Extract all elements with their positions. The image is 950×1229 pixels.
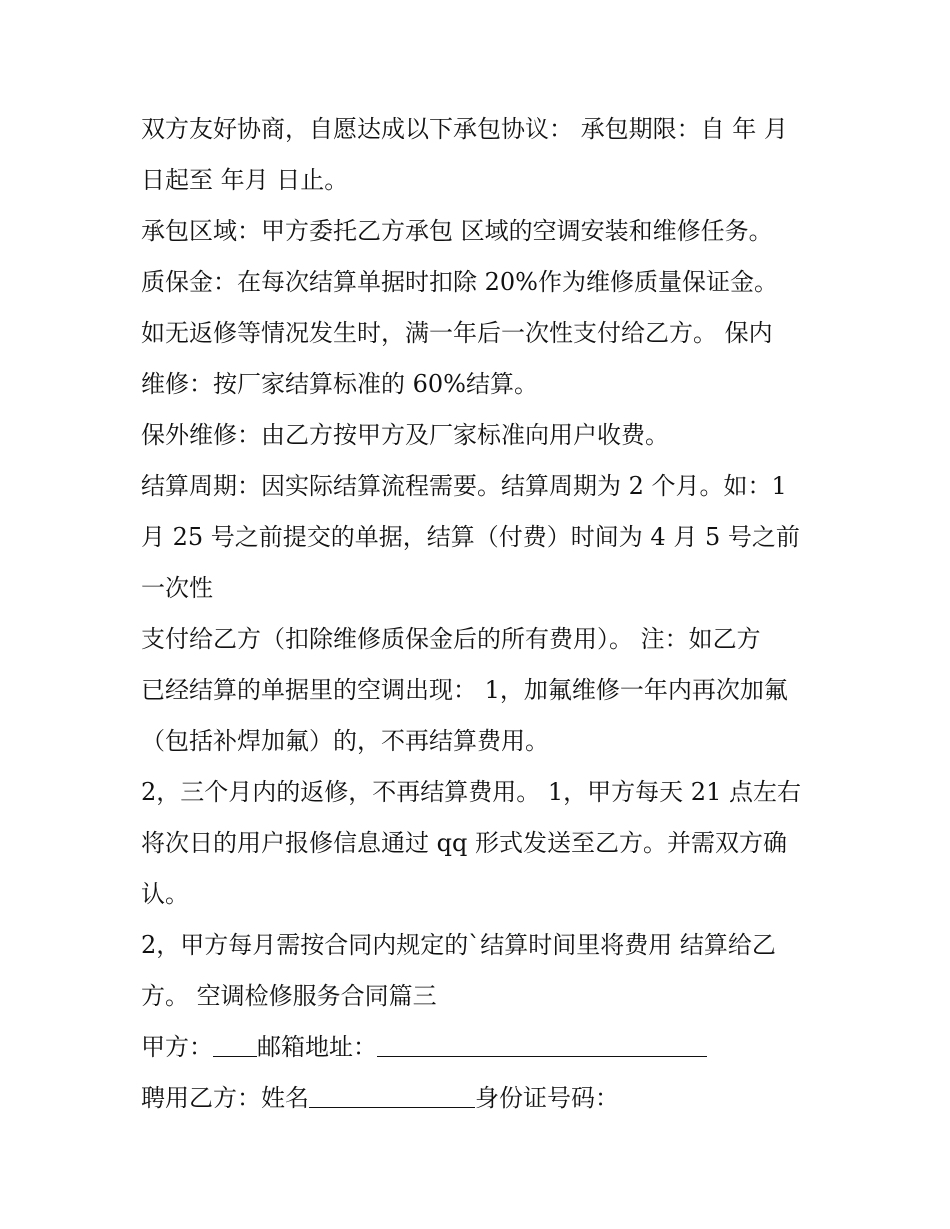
form-line-party-b: [141, 1073, 821, 1124]
text-line-9: 月 25 号之前提交的单据，结算（付费）时间为 4 月 5 号之前: [141, 523, 800, 551]
text-line-10: 一次性: [141, 574, 213, 602]
text-line-6: 维修：按厂家结算标准的 60%结算。: [141, 370, 538, 398]
text-line-5: 如无返修等情况发生时，满一年后一次性支付给乙方。 保内: [141, 319, 773, 347]
text-line-11: 支付给乙方（扣除维修质保金后的所有费用）。 注：如乙方: [141, 625, 761, 653]
text-line-7: 保外维修：由乙方按甲方及厂家标准向用户收费。: [141, 421, 669, 449]
party-a-label: 甲方：: [141, 1033, 213, 1061]
text-line-17: 2，甲方每月需按合同内规定的`结算时间里将费用 结算给乙: [141, 931, 776, 959]
email-blank: [377, 1026, 707, 1057]
text-line-13: （包括补焊加氟）的，不再结算费用。: [141, 727, 549, 755]
text-line-15: 将次日的用户报修信息通过 qq 形式发送至乙方。并需双方确: [141, 829, 787, 857]
text-line-3: 承包区域：甲方委托乙方承包 区域的空调安装和维修任务。: [141, 217, 773, 245]
id-number-label: 身份证号码：: [475, 1084, 619, 1112]
document-body: [141, 104, 821, 1124]
email-label: 邮箱地址：: [257, 1033, 377, 1061]
party-b-label: 聘用乙方：姓名: [141, 1084, 309, 1112]
text-line-16: 认。: [141, 880, 189, 908]
form-line-party-a: [141, 1022, 821, 1073]
text-line-2: 日起至 年月 日止。: [141, 166, 349, 194]
party-a-blank: [213, 1026, 257, 1057]
text-line-8: 结算周期：因实际结算流程需要。结算周期为 2 个月。如：1: [141, 472, 787, 500]
text-line-4: 质保金：在每次结算单据时扣除 20%作为维修质量保证金。: [141, 268, 778, 296]
text-line-1: 双方友好协商，自愿达成以下承包协议： 承包期限：自 年 月: [141, 115, 788, 143]
text-line-18: 方。 空调检修服务合同篇三: [141, 982, 437, 1010]
name-blank: [309, 1077, 475, 1108]
text-line-12: 已经结算的单据里的空调出现： 1，加氟维修一年内再次加氟: [141, 676, 788, 704]
text-line-14: 2，三个月内的返修，不再结算费用。 1，甲方每天 21 点左右: [141, 778, 801, 806]
